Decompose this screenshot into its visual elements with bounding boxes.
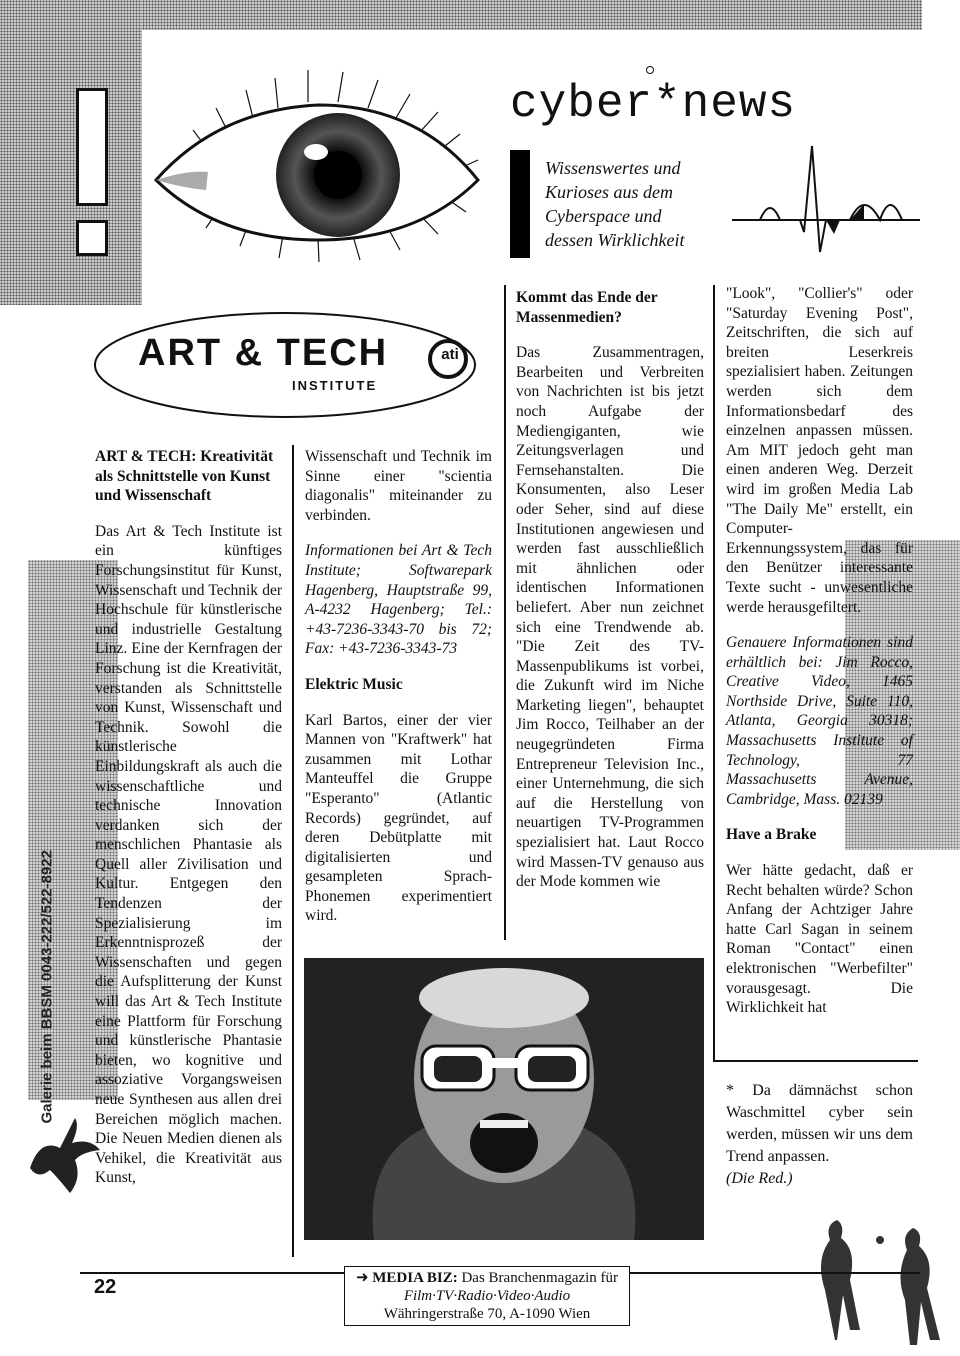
exclamation-mark-icon: [74, 88, 110, 258]
editor-footnote: [726, 1080, 913, 1190]
publisher-line-1: [345, 1269, 629, 1287]
header-dither-block: [0, 0, 142, 305]
logo-badge: ati: [441, 346, 459, 363]
column-divider-2: [504, 285, 506, 940]
article-massenmedien-info: Genauere Informationen sind erhältlich bei: Jim Rocco, Creative Video, 1465 Northside Drive, Suite 110, Atlanta, Georgia 30318; Massachusetts Institute of Technology, 77 Massachusetts Avenue, Cambridge, Mass. 02139: [726, 634, 913, 808]
column-divider-3: [713, 285, 715, 1060]
article-art-tech-body: Das Art & Tech Institute ist ein künftiges Forschungsinstitut für Kunst, Wissenschaft und Technik der Hochschule für künstlerische und industrielle Gestaltung Linz. Eine der Kernfragen der Forschung ist die Kreativität, verstanden als Schnittstelle von Kunst, Wissenschaft und Technik. Sowohl die künstlerische Einbildungskraft als auch die wissenschaftliche und technische Innovation verdanken sich der menschlichen Phantasie als Quell aller Zivilisation und Kultur. Entgegen den Tendenzen der Spezialisierung im Erkenntnisprozeß der Wissenschaften und gegen die Aufsplitterung der Kunst will das Art & Tech Institute eine Plattform für Forschung und künstlerische Phantasie bieten, wo kognitive und assoziative Vorgangsweisen neue Synthesen aus allen drei Bereichen möglich machen. Die Neuen Medien dienen als Vehikel, die Kreativität aus Kunst,: [95, 522, 282, 1187]
article-massenmedien-continuation: "Look", "Collier's" oder "Saturday Evening Post", Zeitschriften, die sich auf breiten Leserkreis spezialisiert haben. Zeitungen werden sich dem Informationsbedarf des einzelnen anpassen müssen. Am MIT jedoch geht man einen anderen Weg. Derzeit wird im großen Media Lab "The Daily Me" erstellt, ein Computer-Erkennungssystem, das für den Benützer interessante Texte sucht - unwesentliche werde herausgefiltert.: [726, 285, 913, 616]
eye-illustration: [148, 60, 508, 280]
article-elektric-heading: Elektric Music: [305, 675, 403, 693]
logo-text: ART & TECH: [138, 332, 389, 374]
sidebar-stamp: Galerie beim BBSM 0043-222/522-8922: [38, 850, 56, 1124]
logo-subtext: INSTITUTE: [292, 378, 378, 393]
publisher-address: Währingerstraße 70, A-1090 Wien: [383, 1306, 591, 1322]
article-art-tech-heading: ART & TECH: Kreativität als Schnittstelle von Kunst und Wissenschaft: [95, 448, 274, 505]
page-number: 22: [94, 1276, 117, 1298]
header-dither-strip: [142, 0, 922, 30]
masthead-title: cyber*news: [510, 78, 797, 130]
article-massenmedien-heading: Kommt das Ende der Massenmedien?: [516, 289, 658, 326]
ecg-waveform-icon: [730, 140, 922, 270]
publisher-box: [344, 1266, 630, 1326]
article-art-tech-continuation: Wissenschaft und Technik im Sinne einer "scientia diagonalis" miteinander zu verbinden.: [305, 448, 492, 524]
tagline-bar: [510, 150, 530, 258]
dancing-figures-illustration: [795, 1180, 960, 1350]
article-elektric-body: Karl Bartos, einer der vier Mannen von "Kraftwerk" hat zusammen mit Lothar Manteuffel die Gruppe "Esperanto" (Atlantic Records) gegründet, auf deren Debütplatte mit digitalisierten und gesampleten Sprach-Phonemen experimentiert wird.: [305, 711, 492, 925]
masthead-ornament: [646, 66, 654, 74]
arrow-right-icon: ➜: [355, 1270, 369, 1286]
article-brake-body: Wer hätte gedacht, daß er Recht behalten würde? Schon Anfang der Achtziger Jahre hatte Carl Sagan in seinem Roman "Contact" einen elektronischen "Werbefilter" vorausgesagt. Die Wirklichkeit hat: [726, 862, 913, 1017]
column4-bottom-rule: [713, 1060, 918, 1062]
article-massenmedien-body: Das Zusammentragen, Bearbeiten und Verbreiten von Nachrichten ist bis jetzt noch Aufgabe der Mediengiganten, wie Zeitungsverlagen und Fernsehanstalten. Die Konsumenten, also Leser oder Seher, sind auf diese Institutionen angewiesen und werden fast ausschließlich mit ähnlichen oder identischen Informationen beliefert. Aber nun zeichnet sich eine Trendwende ab. "Die Zeit des TV-Massenpublikums ist vorbei, die Zukunft wird im Niche Marketing liegen", behauptet Jim Rocco, Teilhaber an der neugegründeten Firma Entrepreneur Television Inc., einer Unternehmung, die sich auf die Herstellung von neuartigen TV-Programmen spezialisiert hat. Laut Rocco wird Massen-TV genauso aus der Mode kommen wie: [516, 344, 704, 891]
photo-performer-image: [304, 958, 704, 1240]
article-art-tech-info: Informationen bei Art & Tech Institute; Softwarepark Hagenberg, Hauptstraße 99, A-4232 Hagenberg; Tel.: +43-7236-3343-70 bis 72; Fax: +43-7236-3343-73: [305, 542, 492, 658]
masthead-tagline: Wissenswertes und Kurioses aus dem Cyberspace und dessen Wirklichkeit: [545, 158, 685, 250]
article-massenmedien-continued: [726, 284, 913, 1034]
article-massenmedien: [516, 288, 704, 908]
publisher-desc: Das Branchenmagazin für: [461, 1270, 619, 1286]
article-brake-heading: Have a Brake: [726, 826, 817, 844]
publisher-name: MEDIA BIZ:: [372, 1270, 458, 1286]
article-art-tech: [95, 447, 282, 1204]
column-divider-1: [292, 445, 294, 1257]
footnote-text: * Da dämnächst schon Waschmittel cyber sein werden, müssen wir uns dem Trend anpassen.: [726, 1082, 913, 1165]
photo-performer: [304, 958, 704, 1240]
footnote-signature: (Die Red.): [726, 1170, 793, 1187]
publisher-line-2: Film·TV·Radio·Video·Audio: [403, 1288, 571, 1304]
article-art-tech-continued: [305, 447, 492, 942]
